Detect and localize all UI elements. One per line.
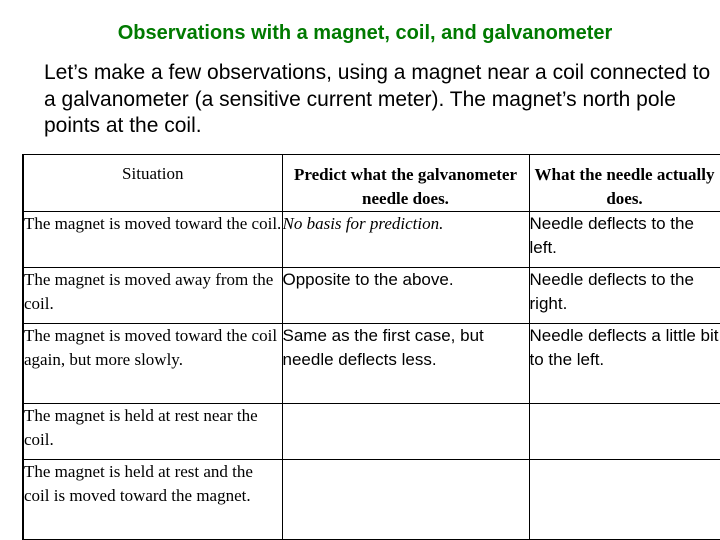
actual-cell: [529, 404, 720, 460]
prediction-cell: Same as the first case, but needle deflects less.: [282, 324, 529, 404]
table-row: [23, 268, 720, 324]
table-row: [23, 460, 720, 540]
prediction-cell: [282, 460, 529, 540]
header-actual: What the needle actually does.: [529, 155, 720, 212]
actual-cell: Needle deflects to the right.: [529, 268, 720, 324]
prediction-cell: Opposite to the above.: [282, 268, 529, 324]
prediction-cell: No basis for prediction.: [282, 212, 529, 268]
table-row: [23, 404, 720, 460]
actual-cell: [529, 460, 720, 540]
table-row: [23, 324, 720, 404]
table-header-row: [23, 155, 720, 212]
table-row: [23, 212, 720, 268]
prediction-cell: [282, 404, 529, 460]
situation-cell: The magnet is moved toward the coil again, but more slowly.: [23, 324, 282, 404]
page-title: Observations with a magnet, coil, and galvanometer: [117, 22, 613, 44]
header-prediction: Predict what the galvanometer needle does.: [282, 155, 529, 212]
observations-table: [22, 154, 720, 540]
situation-cell: The magnet is moved toward the coil.: [23, 212, 282, 268]
situation-cell: The magnet is moved away from the coil.: [23, 268, 282, 324]
header-situation: Situation: [23, 155, 282, 212]
actual-cell: Needle deflects a little bit to the left.: [529, 324, 720, 404]
situation-cell: The magnet is held at rest and the coil is moved toward the magnet.: [23, 460, 282, 540]
intro-paragraph: Let’s make a few observations, using a magnet near a coil connected to a galvanometer (a sensitive current meter). The magnet’s north pole points at the coil.: [44, 61, 711, 137]
situation-cell: The magnet is held at rest near the coil.: [23, 404, 282, 460]
actual-cell: Needle deflects to the left.: [529, 212, 720, 268]
